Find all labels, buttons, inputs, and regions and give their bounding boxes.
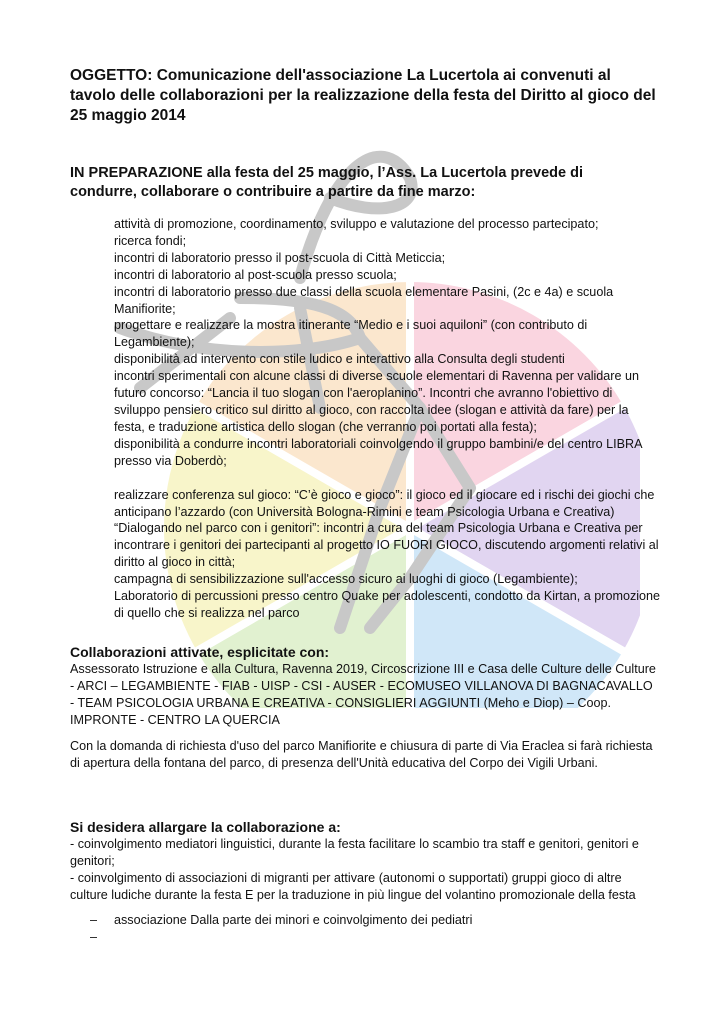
desire-item: - coinvolgimento di associazioni di migranti per attivare (autonomi o supportati) gruppi gioco di altre culture ludiche durante la festa E per la traduzione in più lingue del volantino promozionale della festa [70,870,636,902]
dash-item [90,912,650,929]
fountain-paragraph: Con la domanda di richiesta d'uso del parco Manifiorite e chiusura di parte di Via Eraclea si farà richiesta di apertura della fontana del parco, di presenza dell'Unità educativa del Corpo dei Vigili Urbani. [70,739,653,770]
activity-item: disponibilità ad intervento con stile ludico e interattivo alla Consulta degli studenti [114,352,565,367]
desire-heading: Si desidera allargare la collaborazione a: [70,819,341,835]
activity-item: Laboratorio di percussioni presso centro Quake per adolescenti, condotto da Kirtan, a promozione di quello che si realizza nel parco [114,589,661,620]
activity-item: incontri di laboratorio al post-scuola presso scuola; [114,267,397,282]
document-title: OGGETTO: Comunicazione dell'associazione La Lucertola ai convenuti al tavolo delle collaborazioni per la realizzazione della festa del Diritto al gioco del 25 maggio 2014 [70,67,656,124]
activity-item: incontri di laboratorio presso il post-scuola di Città Meticcia; [114,250,446,265]
activity-item: “Dialogando nel parco con i genitori”: incontri a cura del team Psicologia Urbana e Creativa per incontrare i genitori dei partecipanti al progetto IO FUORI GIOCO, discutendo argomenti relativi al diritto al gioco in città; [114,521,659,570]
dash-bullet: – [90,913,98,927]
activity-item: disponibilità a condurre incontri laboratoriali coinvolgendo il gruppo bambini/e del centro LIBRA presso via Doberdò; [114,436,642,468]
dash-list [90,912,650,946]
document-body [70,66,661,944]
preparation-intro: IN PREPARAZIONE alla festa del 25 maggio, l’Ass. La Lucertola prevede di condurre, collaborare o contribuire a partire da fine marzo: [70,165,584,200]
dash-bullet: – [90,929,98,944]
activity-item: attività di promozione, coordinamento, sviluppo e valutazione del processo partecipato; [114,217,599,231]
activity-item: incontri sperimentali con alcune classi di diverse scuole elementari di Ravenna per validare un futuro concorso: “Lancia il tuo slogan con l'aeroplanino”. Incontri che avranno l'obiettivo di sviluppo pensiero critico sul diritto al gioco, con raccolta idee (slogan e attività da fare) per la festa, e traduzione artistica dello slogan (che verranno poi portati alla festa); [114,369,640,434]
dash-item-text: associazione Dalla parte dei minori e coinvolgimento dei pediatri [114,913,473,927]
collaborations-heading: Collaborazioni attivate, esplicitate con: [70,644,330,660]
activity-item: incontri di laboratorio presso due classi della scuola elementare Pasini, (2c e 4a) e scuola Manifiorite; [114,284,614,316]
activities-list [114,216,662,622]
dash-item [90,929,650,946]
activity-item: realizzare conferenza sul gioco: “C’è gioco e gioco”: il gioco ed il giocare ed i rischi dei giochi che anticipano l’azzardo (con Università Bologna-Rimini e team Psicologia Urbana e Creativa) [114,487,655,519]
desire-list [70,836,660,904]
activity-item: progettare e realizzare la mostra itinerante “Medio e i suoi aquiloni” (con contributo di Legambiente); [114,318,588,350]
activity-item: ricerca fondi; [114,233,187,248]
desire-item: - coinvolgimento mediatori linguistici, durante la festa facilitare lo scambio tra staff e genitori, genitori e genitori; [70,837,639,868]
activity-item: campagna di sensibilizzazione sull'accesso sicuro ai luoghi di gioco (Legambiente); [114,572,578,587]
collaborations-list: Assessorato Istruzione e alla Cultura, Ravenna 2019, Circoscrizione III e Casa delle Culture delle Culture - ARCI – LEGAMBIENTE - FIAB - UISP - CSI - AUSER - ECOMUSEO VILLANOVA DI BAGNACAVALLO - TEAM PSICOLOGIA URBANA E CREATIVA - CONSIGLIERI AGGIUNTI (Meho e Diop) – Coop. IMPRONTE - CENTRO LA QUERCIA [70,662,656,727]
spacer [114,470,662,487]
